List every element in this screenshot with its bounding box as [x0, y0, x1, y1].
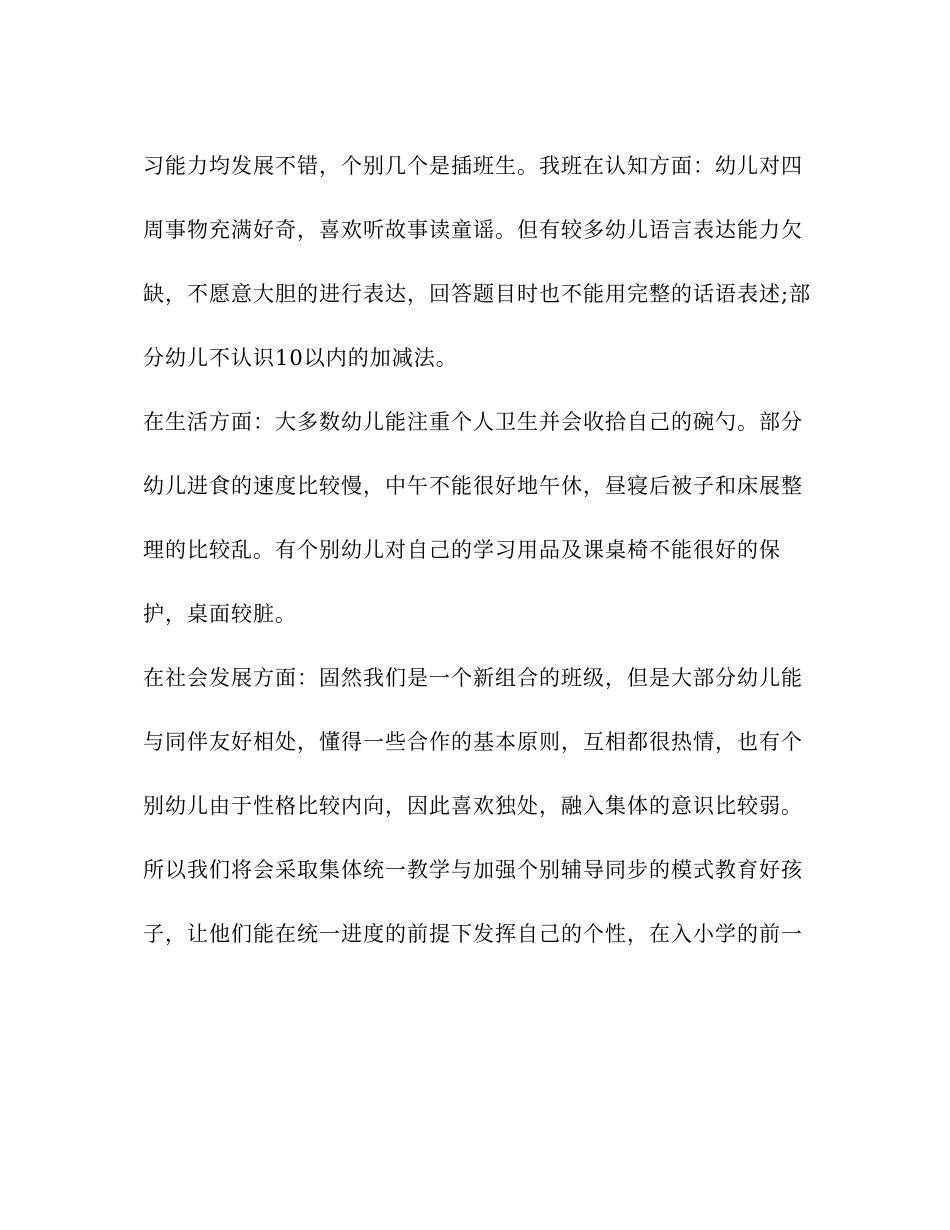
text-line: 子，让他们能在统一进度的前提下发挥自己的个性，在入小学的前一: [143, 922, 803, 946]
text-line: 别幼儿由于性格比较内向，因此喜欢独处，融入集体的意识比较弱。: [143, 794, 803, 818]
text-line: 在社会发展方面：固然我们是一个新组合的班级，但是大部分幼儿能: [143, 666, 803, 690]
text-line: 在生活方面：大多数幼儿能注重个人卫生并会收拾自己的碗勺。部分: [143, 410, 803, 434]
text-line: 幼儿进食的速度比较慢，中午不能很好地午休，昼寝后被子和床展整: [143, 474, 803, 498]
text-line: 所以我们将会采取集体统一教学与加强个别辅导同步的模式教育好孩: [143, 858, 803, 882]
text-line: 理的比较乱。有个别幼儿对自己的学习用品及课桌椅不能很好的保: [143, 538, 781, 562]
text-line: 缺，不愿意大胆的进行表达，回答题目时也不能用完整的话语表述;部: [143, 282, 812, 306]
text-line: 分幼儿不认识10以内的加减法。: [143, 346, 458, 370]
text-line: 周事物充满好奇，喜欢听故事读童谣。但有较多幼儿语言表达能力欠: [143, 218, 803, 242]
text-line: 习能力均发展不错，个别几个是插班生。我班在认知方面：幼儿对四: [143, 154, 803, 178]
text-line: 护，桌面较脏。: [143, 602, 297, 626]
text-line: 与同伴友好相处，懂得一些合作的基本原则，互相都很热情，也有个: [143, 730, 803, 754]
document-text: [143, 134, 813, 966]
